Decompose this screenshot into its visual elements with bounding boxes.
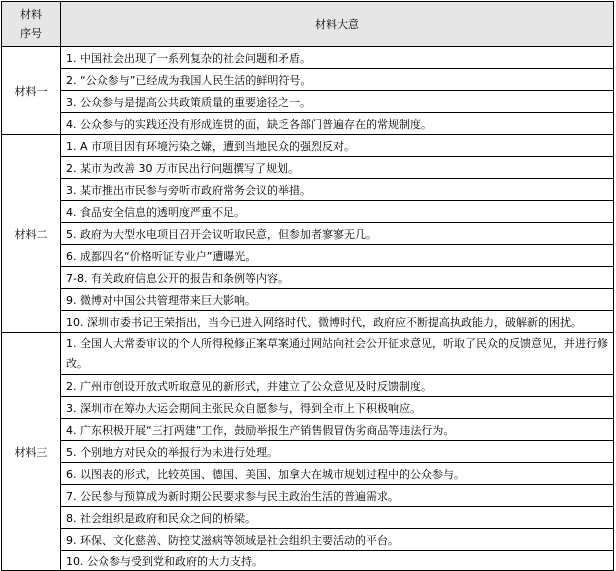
group-label-material-2: 材料二 xyxy=(2,135,61,333)
table-row xyxy=(2,463,614,485)
table-row xyxy=(2,333,614,375)
table-cell: 5. 个别地方对民众的举报行为未进行处理。 xyxy=(61,441,614,463)
table-row xyxy=(2,245,614,267)
table-row xyxy=(2,397,614,419)
table-row xyxy=(2,375,614,397)
table-row xyxy=(2,507,614,529)
table-row xyxy=(2,157,614,179)
table-cell: 7. 公民参与预算成为新时期公民要求参与民主政治生活的普遍需求。 xyxy=(61,485,614,507)
table-cell: 4. 食品安全信息的透明度严重不足。 xyxy=(61,201,614,223)
table-cell: 1. A 市项目因有环境污染之嫌，遭到当地民众的强烈反对。 xyxy=(61,135,614,157)
table-cell: 2. 广州市创设开放式听取意见的新形式，并建立了公众意见及时反馈制度。 xyxy=(61,375,614,397)
material-table xyxy=(1,1,614,571)
table-row xyxy=(2,267,614,289)
group-label-material-1: 材料一 xyxy=(2,47,61,135)
table-row xyxy=(2,551,614,571)
table-row xyxy=(2,201,614,223)
table-cell: 9. 环保、文化慈善、防控艾滋病等领域是社会组织主要活动的平台。 xyxy=(61,529,614,551)
table-cell: 7-8. 有关政府信息公开的报告和条例等内容。 xyxy=(61,267,614,289)
table-cell: 4. 广东积极开展“三打两建”工作，鼓励举报生产销售假冒伪劣商品等违法行为。 xyxy=(61,419,614,441)
table-row xyxy=(2,223,614,245)
header-row xyxy=(2,2,614,47)
table-row xyxy=(2,47,614,69)
table-row xyxy=(2,179,614,201)
table-row xyxy=(2,485,614,507)
header-material-number-line1: 材料 xyxy=(20,8,42,21)
table-cell: 6. 成都四名“价格听证专业户”遭曝光。 xyxy=(61,245,614,267)
table-cell: 4. 公众参与的实践还没有形成连贯的面，缺乏各部门普遍存在的常规制度。 xyxy=(61,113,614,135)
table-cell: 1. 全国人大常委审议的个人所得税修正案草案通过网站向社会公开征求意见，听取了民众的反馈意见，并进行修改。 xyxy=(61,333,614,375)
table-row xyxy=(2,419,614,441)
table-cell: 10. 深圳市委书记王荣指出，当今已进入网络时代、微博时代，政府应不断提高执政能力，破解新的困扰。 xyxy=(61,311,614,333)
table-row xyxy=(2,113,614,135)
table-row xyxy=(2,135,614,157)
table-cell: 6. 以图表的形式，比较英国、德国、美国、加拿大在城市规划过程中的公众参与。 xyxy=(61,463,614,485)
header-material-number xyxy=(2,2,61,47)
table-cell: 3. 公众参与是提高公共政策质量的重要途径之一。 xyxy=(61,91,614,113)
table-row xyxy=(2,91,614,113)
table-row xyxy=(2,441,614,463)
table-cell: 9. 微博对中国公共管理带来巨大影响。 xyxy=(61,289,614,311)
table-cell: 2. 某市为改善 30 万市民出行问题撰写了规划。 xyxy=(61,157,614,179)
table-row xyxy=(2,289,614,311)
table-row xyxy=(2,69,614,91)
table-cell: 3. 某市推出市民参与旁听市政府常务会议的举措。 xyxy=(61,179,614,201)
table-cell: 10. 公众参与受到党和政府的大力支持。 xyxy=(61,551,614,571)
header-material-summary: 材料大意 xyxy=(61,2,614,47)
table-cell: 5. 政府为大型水电项目召开会议听取民意，但参加者寥寥无几。 xyxy=(61,223,614,245)
table-cell: 3. 深圳市在筹办大运会期间主张民众自愿参与，得到全市上下积极响应。 xyxy=(61,397,614,419)
group-label-material-3: 材料三 xyxy=(2,333,61,571)
table-cell: 2. “公众参与”已经成为我国人民生活的鲜明符号。 xyxy=(61,69,614,91)
header-material-number-line2: 序号 xyxy=(20,27,42,40)
table-row xyxy=(2,529,614,551)
table-row xyxy=(2,311,614,333)
table-cell: 1. 中国社会出现了一系列复杂的社会问题和矛盾。 xyxy=(61,47,614,69)
table-cell: 8. 社会组织是政府和民众之间的桥梁。 xyxy=(61,507,614,529)
